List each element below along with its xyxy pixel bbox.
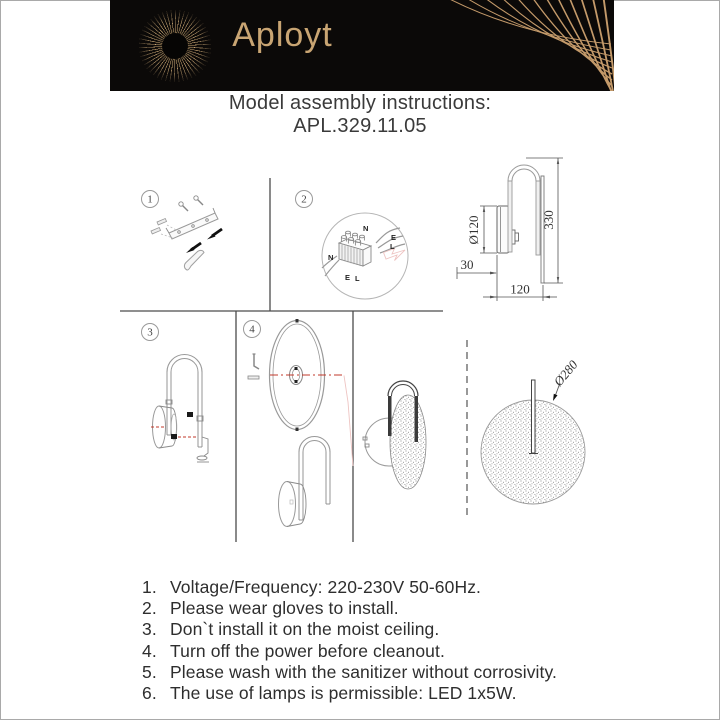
instruction-list (142, 577, 592, 704)
dim-height: 330 (541, 210, 556, 230)
item-number: 6. (142, 683, 157, 704)
instruction-item (142, 619, 592, 640)
dim-shade-diameter: Ø280 (550, 357, 581, 389)
wire-label-e-bottom: E (345, 273, 351, 282)
step-badges (142, 191, 313, 341)
instruction-item (142, 641, 592, 662)
side-view-drawing (457, 158, 563, 301)
step-1-number: 1 (147, 193, 153, 206)
step2-wiring-drawing (322, 213, 408, 299)
step4-ring-drawing (248, 319, 353, 527)
page-title: Model assembly instructions: (228, 92, 492, 114)
dim-width: 120 (510, 281, 530, 297)
step1-bracket-drawing (151, 196, 222, 270)
heading-block (0, 92, 720, 138)
assembled-lamp-drawing (363, 381, 426, 489)
assembly-diagram (95, 140, 625, 577)
dim-canopy-diameter: Ø120 (466, 215, 481, 245)
item-text: Please wear gloves to install. (170, 598, 399, 619)
item-number: 2. (142, 598, 157, 619)
item-text: Don`t install it on the moist ceiling. (170, 619, 440, 640)
wire-label-e-top: E (391, 233, 397, 242)
wire-label-l-top: L (390, 242, 395, 251)
brand-name: Aployt (232, 16, 333, 54)
item-text: The use of lamps is permissible: LED 1x5W. (170, 683, 517, 704)
item-number: 5. (142, 661, 157, 682)
step-2-number: 2 (301, 193, 307, 206)
step3-mount-drawing (151, 355, 209, 463)
wire-label-l-bottom: L (355, 274, 360, 283)
item-number: 1. (142, 577, 157, 597)
step-4-number: 4 (249, 323, 255, 336)
wire-label-n-left: N (328, 253, 334, 262)
item-text: Turn off the power before cleanout. (170, 640, 445, 661)
item-text: Voltage/Frequency: 220-230V 50-60Hz. (170, 577, 482, 597)
instruction-item (142, 598, 592, 619)
wire-label-n-top: N (363, 224, 369, 233)
shade-dimension-drawing (481, 357, 585, 504)
item-number: 3. (142, 619, 157, 640)
instruction-item (142, 683, 592, 704)
dim-depth: 30 (460, 257, 474, 272)
model-number: APL.329.11.05 (293, 115, 427, 137)
item-number: 4. (142, 640, 157, 661)
rays-decoration-icon (354, 0, 614, 91)
instruction-item (142, 577, 592, 598)
item-text: Please wash with the sanitizer without corrosivity. (170, 661, 558, 682)
step-3-number: 3 (147, 326, 153, 339)
starburst-core (162, 33, 188, 59)
instruction-item (142, 662, 592, 683)
brand-banner (110, 0, 614, 91)
